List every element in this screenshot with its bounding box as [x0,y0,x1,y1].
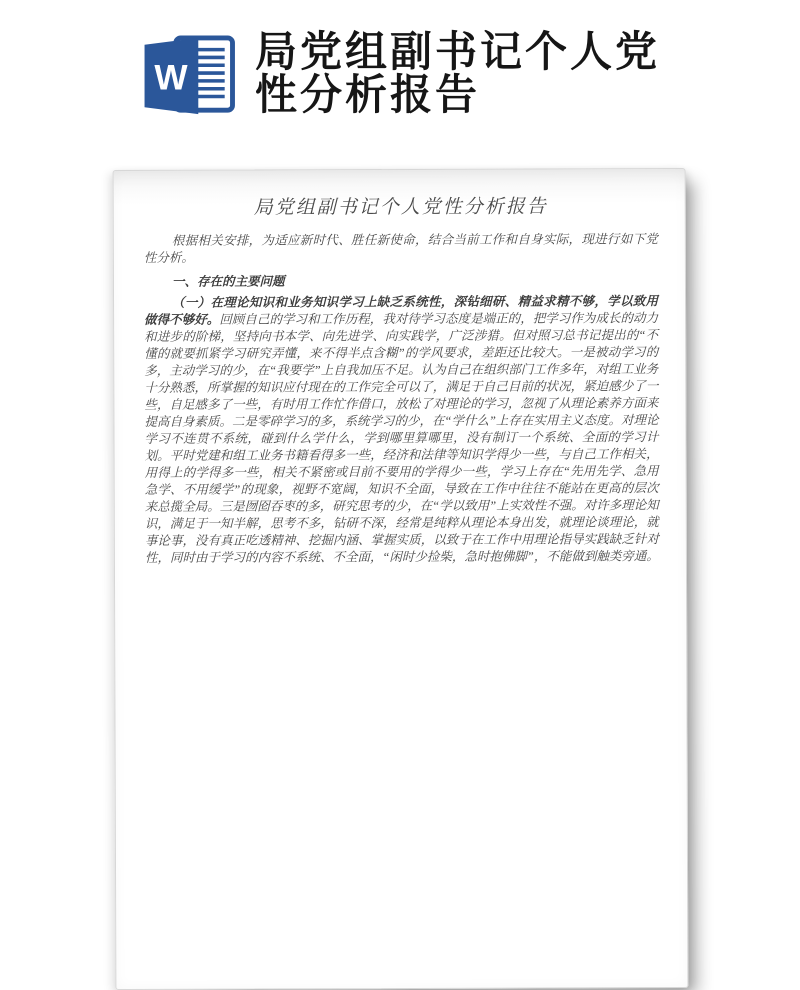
page-title: 局党组副书记个人党性分析报告 [255,28,661,118]
document-intro-paragraph: 根据相关安排，为适应新时代、胜任新使命，结合当前工作和自身实际，现进行如下党性分析。 [143,232,658,265]
document-section-heading: 一、存在的主要问题 [171,274,285,289]
header [0,0,800,119]
word-icon-letter: W [154,58,188,98]
word-icon [142,33,237,119]
document-title: 局党组副书记个人党性分析报告 [253,196,548,219]
paragraph-body-text: 回顾自己的学习和工作历程，我对待学习态度是端正的，把学习作为成长的动力和进步的阶梯，坚持向书本学、向先进学、向实践学，广泛涉猎。但对照习总书记提出的“不懂的就要抓紧学习研究弄懂，来不得半点含糊”的学风要求，差距还比较大。一是被动学习的多，主动学习的少，在“我要学”上自我加压不足。认为自己在组织部门工作多年，对组工业务十分熟悉，所掌握的知识应付现在的工作完全可以了，满足于自己目前的状况，紧迫感少了一些，自足感多了一些，有时用工作忙作借口，放松了对理论的学习，忽视了从理论素养方面来提高自身素质。二是零碎学习的多，系统学习的少，在“学什么”上存在实用主义态度。对理论学习不连贯不系统，碰到什么学什么，学到哪里算哪里，没有制订一个系统、全面的学习计划。平时党建和组工业务书籍看得多一些，经济和法律等知识学得少一些，与自己工作相关，用得上的学得多一些，相关不紧密或目前不要用的学得少一些，学习上存在“先用先学、急用急学、不用缓学”的现象，视野不宽阔，知识不全面，导致在工作中往往不能站在更高的层次来总揽全局。三是囫囵吞枣的多，研究思考的少，在“学以致用”上实效性不强。对许多理论知识，满足于一知半解，思考不多，钻研不深，经常是纯粹从理论本身出发，就理论谈理论，就事论事，没有真正吃透精神、挖掘内涵、掌握实质，以致于在工作中用理论指导实践缺乏针对性，同时由于学习的内容不系统、不全面，“闲时少捡柴，急时抱佛脚”，不能做到触类旁通。 [143,311,659,565]
document-preview[interactable] [112,168,688,990]
paragraph-bold-lead: （一）在理论知识和业务知识学习上缺乏系统性，深钻细研、精益求精不够，学以致用做得不够好。 [143,294,658,327]
